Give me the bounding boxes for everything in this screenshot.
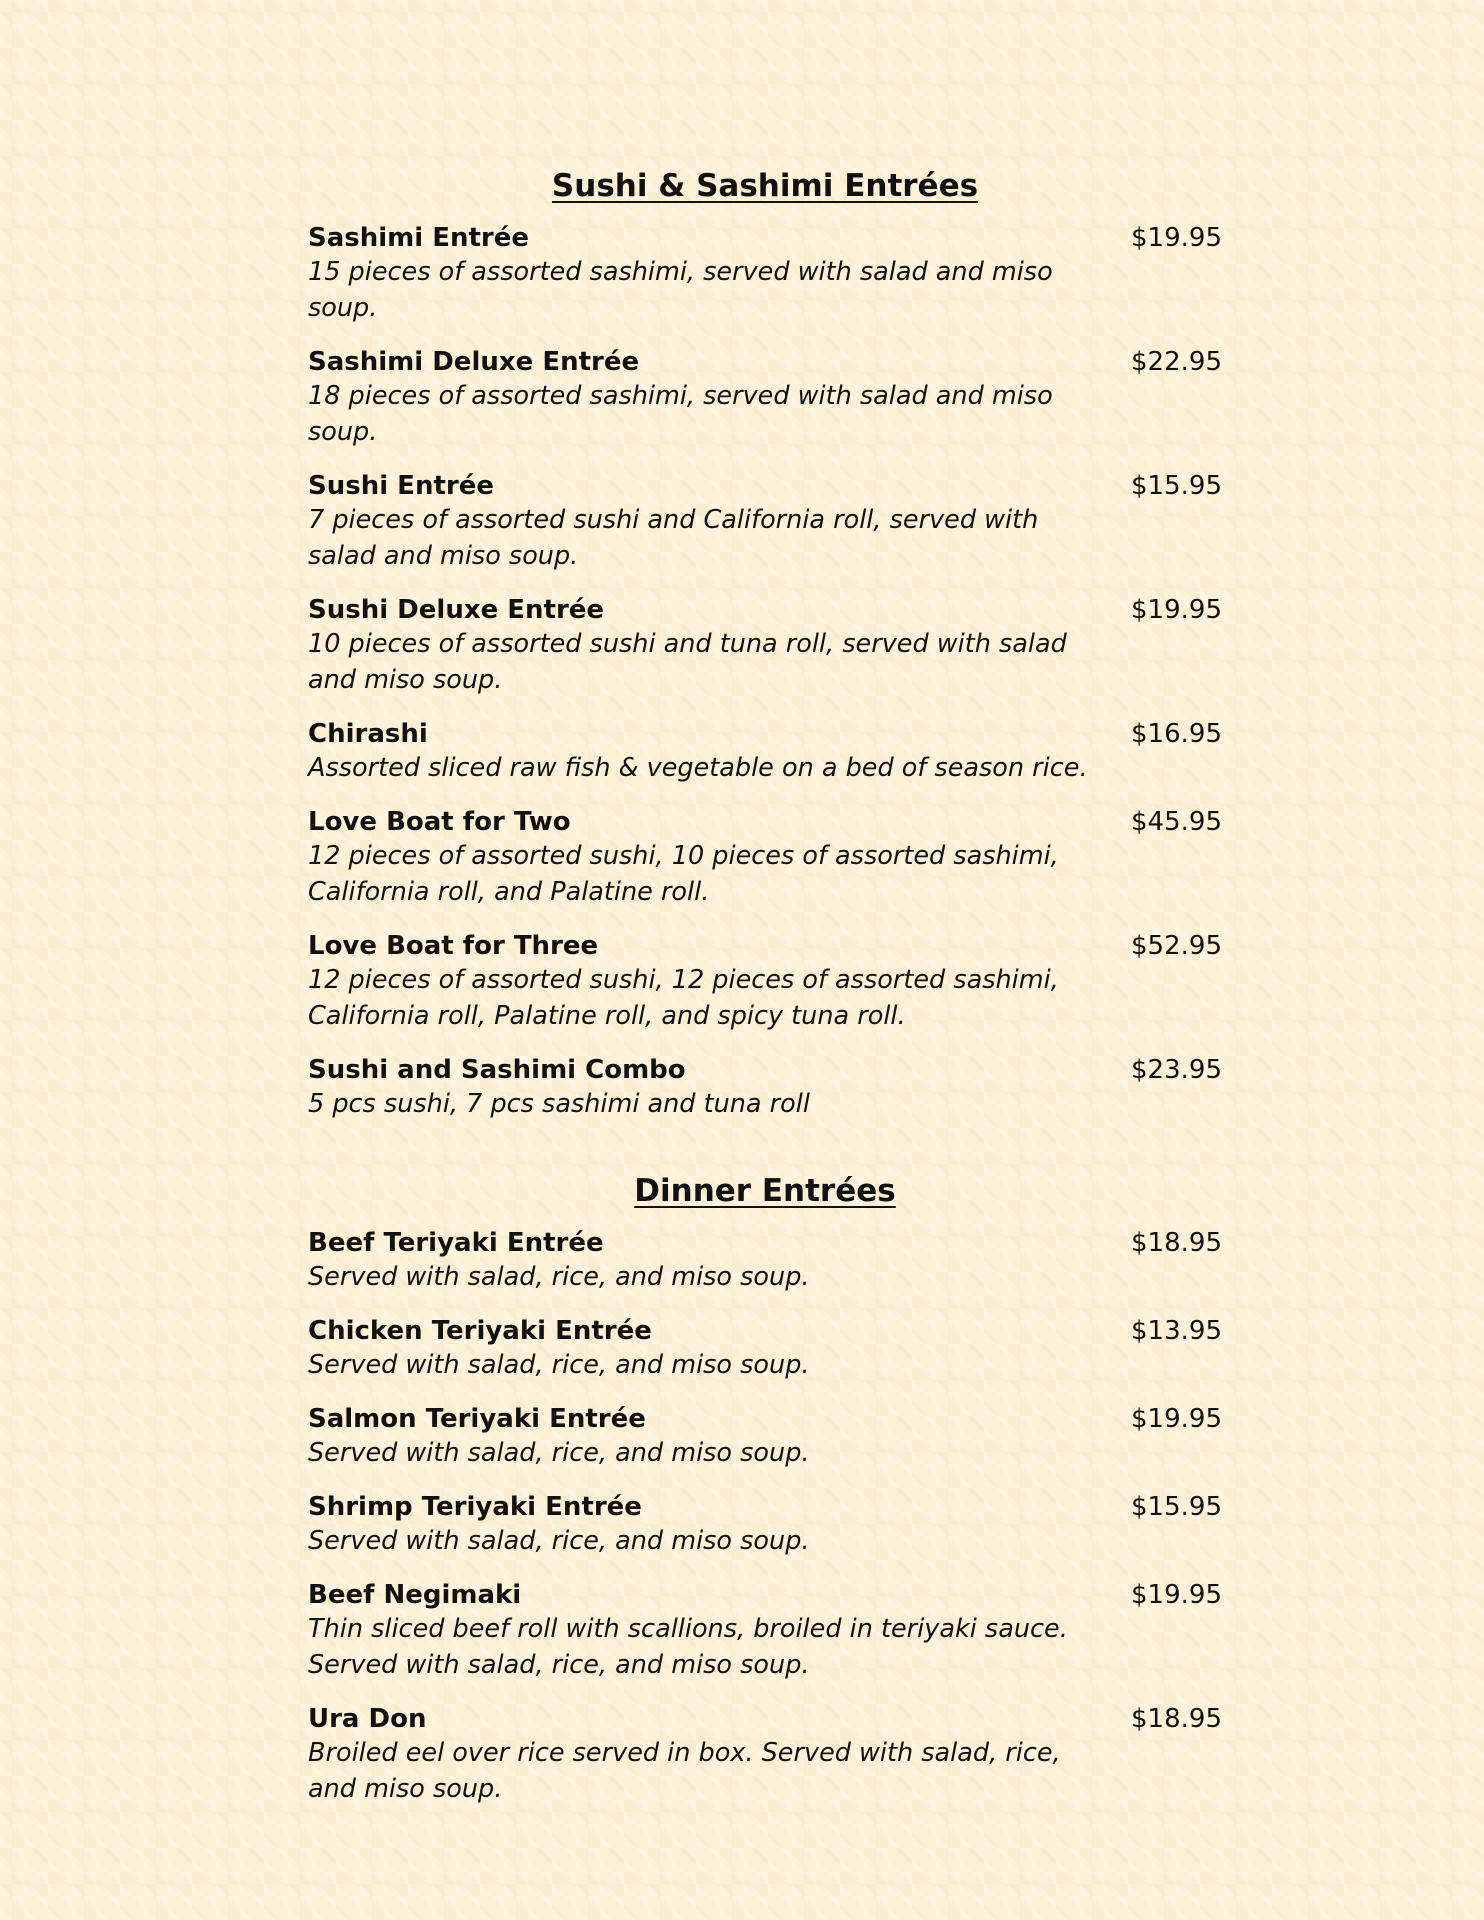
section-title: Dinner Entrées [634, 1173, 896, 1209]
item-description: 5 pcs sushi, 7 pcs sashimi and tuna roll [308, 1089, 810, 1119]
item-name: Chirashi [308, 719, 428, 749]
menu-item [308, 718, 1222, 786]
item-description: 15 pieces of assorted sashimi, served with salad and miso soup. [308, 257, 1053, 323]
item-description: 12 pieces of assorted sushi, 12 pieces of assorted sashimi, California roll, Palatine roll, and spicy tuna roll. [308, 965, 1059, 1031]
item-price: $19.95 [1131, 223, 1222, 253]
item-name: Sushi Entrée [308, 471, 494, 501]
item-price: $19.95 [1131, 1404, 1222, 1434]
item-price: $16.95 [1131, 719, 1222, 749]
item-description: 7 pieces of assorted sushi and California roll, served with salad and miso soup. [308, 505, 1039, 571]
item-price: $15.95 [1131, 471, 1222, 501]
menu-item [308, 470, 1222, 574]
item-name: Shrimp Teriyaki Entrée [308, 1492, 642, 1522]
item-name: Sashimi Deluxe Entrée [308, 347, 640, 377]
item-description: Served with salad, rice, and miso soup. [308, 1262, 810, 1292]
section-sushi-sashimi [308, 166, 1222, 1142]
item-description: Served with salad, rice, and miso soup. [308, 1350, 810, 1380]
menu-item [308, 1403, 1222, 1471]
item-name: Sashimi Entrée [308, 223, 530, 253]
item-description: Assorted sliced raw fish & vegetable on a bed of season rice. [308, 753, 1088, 783]
menu-item [308, 1054, 1222, 1122]
item-name: Salmon Teriyaki Entrée [308, 1404, 646, 1434]
item-name: Love Boat for Two [308, 807, 571, 837]
menu-item [308, 1703, 1222, 1807]
menu-item [308, 1315, 1222, 1383]
menu-item [308, 930, 1222, 1034]
item-price: $19.95 [1131, 595, 1222, 625]
item-description: 18 pieces of assorted sashimi, served with salad and miso soup. [308, 381, 1053, 447]
item-name: Sushi and Sashimi Combo [308, 1055, 686, 1085]
item-price: $22.95 [1131, 347, 1222, 377]
section-dinner-entrees [308, 1171, 1222, 1827]
item-price: $19.95 [1131, 1580, 1222, 1610]
item-name: Chicken Teriyaki Entrée [308, 1316, 652, 1346]
section-title: Sushi & Sashimi Entrées [551, 168, 979, 204]
item-price: $18.95 [1131, 1228, 1222, 1258]
menu-item [308, 1227, 1222, 1295]
menu-item [308, 346, 1222, 450]
item-price: $23.95 [1131, 1055, 1222, 1085]
item-description: Served with salad, rice, and miso soup. [308, 1438, 810, 1468]
menu-item [308, 594, 1222, 698]
menu-item [308, 222, 1222, 326]
item-price: $45.95 [1131, 807, 1222, 837]
item-price: $13.95 [1131, 1316, 1222, 1346]
item-name: Beef Teriyaki Entrée [308, 1228, 604, 1258]
menu-item [308, 1579, 1222, 1683]
menu-item [308, 1491, 1222, 1559]
item-price: $18.95 [1131, 1704, 1222, 1734]
item-description: 12 pieces of assorted sushi, 10 pieces of assorted sashimi, California roll, and Palatine roll. [308, 841, 1059, 907]
item-description: Served with salad, rice, and miso soup. [308, 1526, 810, 1556]
item-description: Thin sliced beef roll with scallions, broiled in teriyaki sauce. Served with salad, rice, and miso soup. [308, 1614, 1068, 1680]
item-name: Love Boat for Three [308, 931, 599, 961]
item-description: Broiled eel over rice served in box. Served with salad, rice, and miso soup. [308, 1738, 1061, 1804]
item-name: Beef Negimaki [308, 1580, 522, 1610]
item-name: Sushi Deluxe Entrée [308, 595, 605, 625]
menu-item [308, 806, 1222, 910]
item-price: $52.95 [1131, 931, 1222, 961]
item-name: Ura Don [308, 1704, 427, 1734]
item-description: 10 pieces of assorted sushi and tuna roll, served with salad and miso soup. [308, 629, 1067, 695]
item-price: $15.95 [1131, 1492, 1222, 1522]
